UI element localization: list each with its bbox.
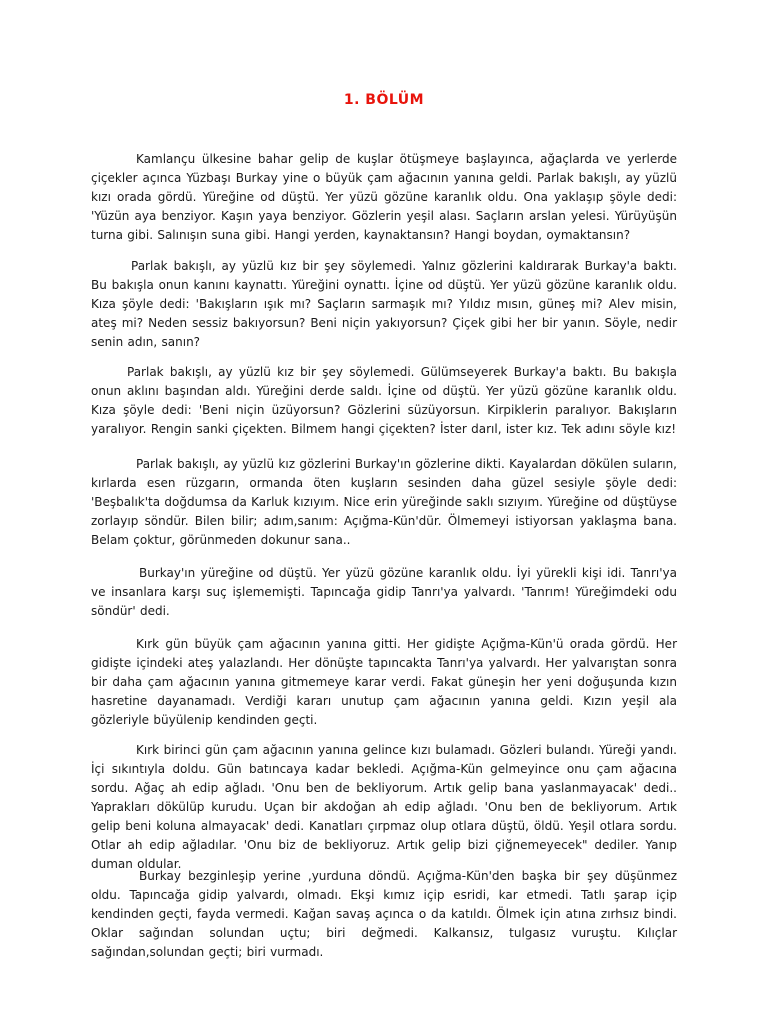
chapter-title: 1. BÖLÜM xyxy=(343,92,425,108)
paragraph: Burkay'ın yüreğine od düştü. Yer yüzü gözüne karanlık oldu. İyi yürekli kişi idi. Tanrı'ya ve insanlara karşı suç işlememişti. Tapıncağa gidip Tanrı'ya yalvardı. 'Tanrım! Yüreğimdeki odu söndür' dedi. xyxy=(91,566,677,618)
paragraph: Burkay bezginleşip yerine ,yurduna döndü. Açığma-Kün'den başka bir şey düşünmez oldu. Tapıncağa gidip yalvardı, olmadı. Ekşi kımız içip esridi, kar etmedi. Tatlı şarap içip kendinden geçti, fayda vermedi. Kağan savaş açınca o da katıldı. Ölmek için atına zırhsız bindi. Oklar sağından solundan uçtu; biri değmedi. Kalkansız, tulgasız vuruştu. Kılıçlar sağından,solundan geçti; biri vurmadı. xyxy=(91,869,677,959)
paragraph: Kamlançu ülkesine bahar gelip de kuşlar ötüşmeye başlayınca, ağaçlarda ve yerlerde çiçekler açınca Yüzbaşı Burkay yine o büyük çam ağacının yanına geldi. Parlak bakışlı, ay yüzlü kızı orada gördü. Yüreğine od düştü. Yer yüzü gözüne karanlık oldu. Ona yaklaşıp şöyle dedi: 'Yüzün aya benziyor. Kaşın yaya benziyor. Gözlerin yeşil alası. Saçların arslan yelesi. Yürüyüşün turna gibi. Salınışın suna gibi. Hangi yerden, kaynaktansın? Hangi boydan, oymaktansın? xyxy=(91,152,677,242)
paragraph: Parlak bakışlı, ay yüzlü kız bir şey söylemedi. Gülümseyerek Burkay'a baktı. Bu bakışla onun aklını başından aldı. Yüreğini derde saldı. İçine od düştü. Yer yüzü gözüne karanlık oldu. Kıza şöyle dedi: 'Beni niçin üzüyorsun? Gözlerini süzüyorsun. Kirpiklerin paralıyor. Bakışların yaralıyor. Rengin sanki çiçekten. Bilmem hangi çiçekten? İster darıl, ister kız. Tek adını söyle kız! xyxy=(91,365,677,436)
paragraph: Kırk gün büyük çam ağacının yanına gitti. Her gidişte Açığma-Kün'ü orada gördü. Her gidişte içindeki ateş yalazlandı. Her dönüşte tapıncakta Tanrı'ya yalvardı. Her yalvarıştan sonra bir daha çam ağacının yanına gitmemeye karar verdi. Fakat güneşin her yeni doğuşunda kızın hasretine dayanamadı. Verdiği kararı unutup çam ağacının yanına geldi. Kızın yeşil ala gözleriyle büyülenip kendinden geçti. xyxy=(91,637,677,727)
paragraph: Kırk birinci gün çam ağacının yanına gelince kızı bulamadı. Gözleri bulandı. Yüreği yandı. İçi sıkıntıyla doldu. Gün batıncaya kadar bekledi. Açığma-Kün gelmeyince onu çam ağacına sordu. Ağaç ah edip ağladı. 'Onu ben de bekliyorum. Artık gelip bana yaslanmayacak' dedi.. Yaprakları dökülüp kurudu. Uçan bir akdoğan ah edip ağladı. 'Onu ben de bekliyorum. Artık gelip beni koluna almayacak' dedi. Kanatları çırpmaz olup otlara düştü, öldü. Yeşil otlara sordu. Otlar ah edip ağladılar. 'Onu biz de bekliyoruz. Artık gelip bizi çiğnemeyecek" dediler. Yanıp duman oldular. xyxy=(91,743,677,871)
paragraph: Parlak bakışlı, ay yüzlü kız gözlerini Burkay'ın gözlerine dikti. Kayalardan dökülen suların, kırlarda esen rüzgarın, ormanda öten kuşların sesinden daha güzel sesiyle şöyle dedi: 'Beşbalık'ta doğdumsa da Karluk kızıyım. Nice erin yüreğinde saklı sızıyım. Yüreğine od düştüyse zorlayıp söndür. Bilen bilir; adım,sanım: Açığma-Kün'dür. Ölmemeyi istiyorsan yaklaşma bana. Belam çoktur, görünmeden dokunur sana.. xyxy=(91,457,677,547)
paragraph: Parlak bakışlı, ay yüzlü kız bir şey söylemedi. Yalnız gözlerini kaldırarak Burkay'a baktı. Bu bakışla onun kanını kaynattı. Yüreğini oynattı. İçine od düştü. Yer yüzü gözüne karanlık oldu. Kıza şöyle dedi: 'Bakışların ışık mı? Saçların sarmaşık mı? Yıldız mısın, güneş mi? Alev misin, ateş mi? Neden sessiz bakıyorsun? Beni niçin yakıyorsun? Çiçek gibi her bir yanın. Söyle, nedir senin adın, sanın? xyxy=(91,259,677,349)
